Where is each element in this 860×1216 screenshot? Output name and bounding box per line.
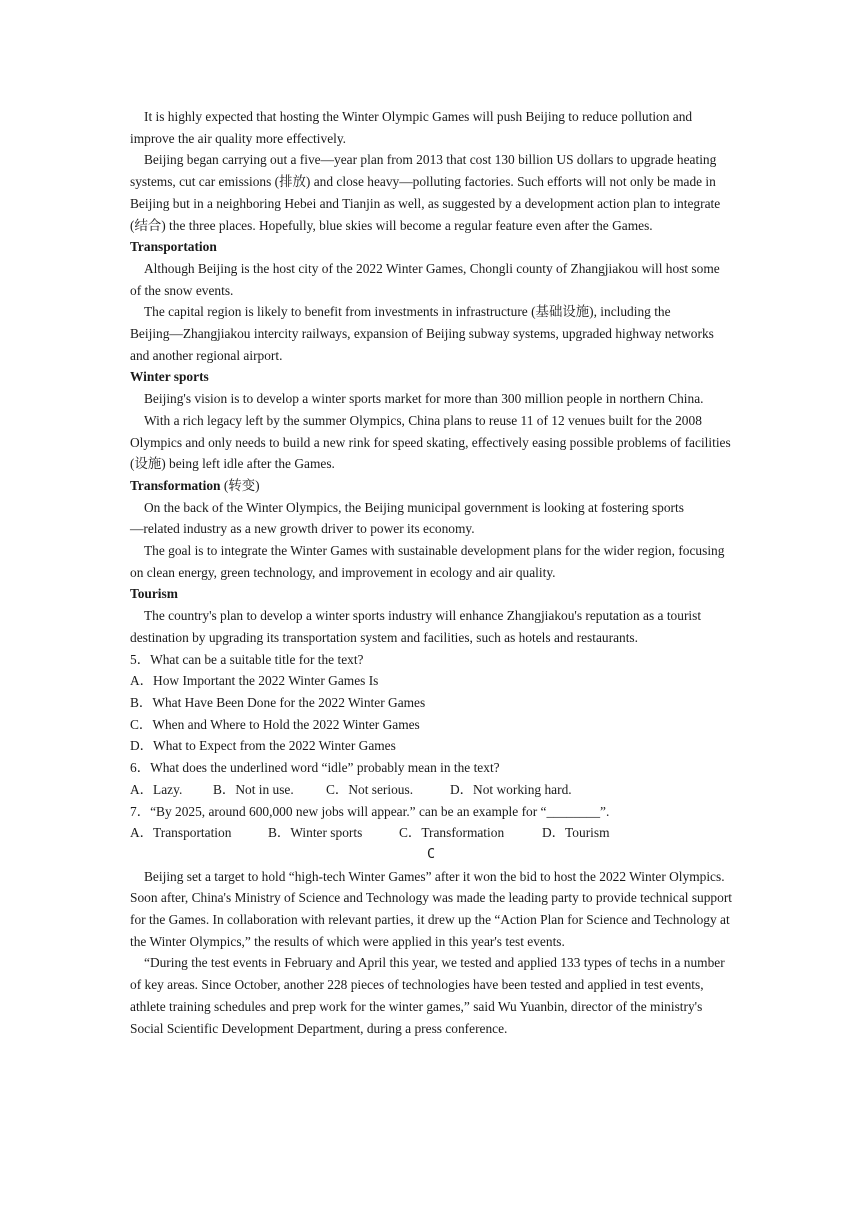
- question-7-option-c: C．Transformation: [399, 825, 505, 841]
- paragraph-five-year-plan: Beijing began carrying out a five―year plan from 2013 that cost 130 billion US dollars to upgrade heating systems, cut car emissions (排放) and close heavy―polluting factories. Such efforts will not only be made in Beijing but in a neighboring Hebei and Tianjin as well, as suggested by a development action plan to integrate (结合) the three places. Hopefully, blue skies will become a regular feature even after the Games.: [130, 152, 721, 233]
- question-6-stem: 6．What does the underlined word “idle” probably mean in the text?: [130, 760, 500, 776]
- heading-transformation-text: Transformation: [130, 477, 221, 493]
- question-6-option-b: B．Not in use.: [213, 781, 294, 797]
- section-c-heading: C: [426, 846, 436, 862]
- paragraph-tourism: The country's plan to develop a winter sports industry will enhance Zhangjiakou's reputation as a tourist destination by upgrading its transportation system and facilities, such as hotels and restaurants.: [130, 608, 702, 645]
- question-5-stem: 5．What can be a suitable title for the text?: [130, 651, 364, 667]
- paragraph-high-tech: Beijing set a target to hold “high-tech Winter Games” after it won the bid to host the 2022 Winter Olympics. Soon after, China's Ministry of Science and Technology was made the leading party to provide technical support for the Games. In collaboration with relevant parties, it drew up the “Action Plan for Science and Technology at the Winter Olympics,” the results of which were applied in this year's test events.: [130, 868, 733, 949]
- question-7-options: [130, 822, 732, 844]
- heading-tourism: Tourism: [130, 586, 178, 602]
- paragraph-air-quality: It is highly expected that hosting the Winter Olympic Games will push Beijing to reduce pollution and improve the air quality more effectively.: [130, 109, 693, 146]
- question-6-option-c: C．Not serious.: [326, 781, 414, 797]
- question-7-stem: 7．“By 2025, around 600,000 new jobs will appear.” can be an example for “________”.: [130, 803, 610, 819]
- question-7-option-b: B．Winter sports: [268, 825, 363, 841]
- question-5-option-b: B．What Have Been Done for the 2022 Winter Games: [130, 694, 426, 710]
- heading-winter-sports: Winter sports: [130, 369, 209, 385]
- question-6-option-d: D．Not working hard.: [450, 781, 572, 797]
- heading-transformation: [130, 475, 732, 497]
- question-5-option-d: D．What to Expect from the 2022 Winter Games: [130, 738, 396, 754]
- question-6-option-a: A．Lazy.: [130, 781, 183, 797]
- paragraph-host-city: Although Beijing is the host city of the 2022 Winter Games, Chongli county of Zhangjiakou will host some of the snow events.: [130, 260, 720, 298]
- paragraph-test-events: “During the test events in February and April this year, we tested and applied 133 types of techs in a number of key areas. Since October, another 228 pieces of technologies have been tested and applied in test events, athlete training schedules and prep work for the winter games,” said Wu Yuanbin, director of the ministry's Social Scientific Development Department, during a press conference.: [130, 955, 725, 1036]
- paragraph-goal: The goal is to integrate the Winter Games with sustainable development plans for the wider region, focusing on clean energy, green technology, and improvement in ecology and air quality.: [130, 543, 725, 580]
- document-page: [130, 106, 732, 1039]
- question-5-option-a: A．How Important the 2022 Winter Games Is: [130, 673, 379, 689]
- heading-transformation-zh: (转变): [220, 477, 260, 493]
- question-6-options: [130, 779, 732, 801]
- question-7-option-d: D．Tourism: [542, 825, 610, 841]
- paragraph-municipal: On the back of the Winter Olympics, the Beijing municipal government is looking at fostering sports ―related industry as a new growth driver to power its economy.: [130, 499, 684, 537]
- question-7-option-a: A．Transportation: [130, 825, 232, 841]
- paragraph-legacy: With a rich legacy left by the summer Olympics, China plans to reuse 11 of 12 venues built for the 2008 Olympics and only needs to build a new rink for speed skating, effectively easing possible problems of facilities (设施) being left idle after the Games.: [130, 412, 731, 472]
- paragraph-vision: Beijing's vision is to develop a winter sports market for more than 300 million people in northern China.: [144, 391, 704, 407]
- heading-transportation: Transportation: [130, 239, 217, 255]
- question-5-option-c: C．When and Where to Hold the 2022 Winter Games: [130, 716, 420, 732]
- paragraph-infrastructure: The capital region is likely to benefit from investments in infrastructure (基础设施), including the Beijing―Zhangjiakou intercity railways, expansion of Beijing subway systems, upgraded highway networks and another regional airport.: [130, 304, 714, 363]
